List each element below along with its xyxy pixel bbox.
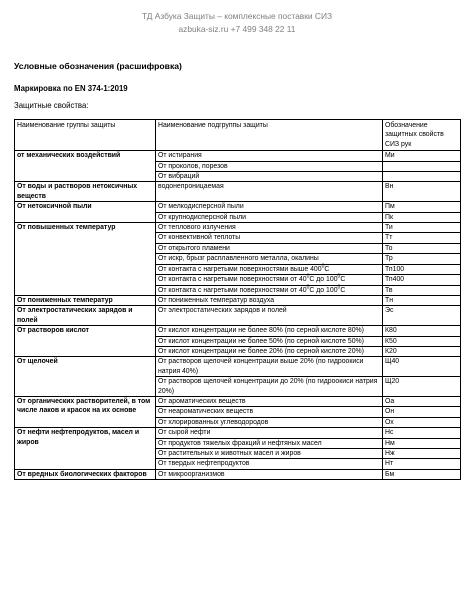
protective-properties-label: Защитные свойства: <box>14 101 89 110</box>
subgroup-cell: От сырой нефти <box>156 428 383 438</box>
table-row <box>15 223 461 233</box>
code-cell: Бм <box>383 469 461 479</box>
subgroup-cell: От контакта с нагретыми поверхностями выше $400^0С$ <box>156 264 383 274</box>
subgroup-cell: От неароматических веществ <box>156 407 383 417</box>
group-name-cell: От вредных биологических факторов <box>15 469 156 479</box>
subgroup-cell: От растворов щелочей концентрации до 20% (по гидроокиси натрия 20%) <box>156 377 383 397</box>
group-name-cell: От нефти нефтепродуктов, масел и жиров <box>15 428 156 470</box>
subgroup-cell: От твердых нефтепродуктов <box>156 459 383 469</box>
subgroup-cell: От теплового излучения <box>156 223 383 233</box>
code-cell: Щ40 <box>383 357 461 377</box>
subgroup-cell: От растворов щелочей концентрации выше 20% (по гидроокиси натрия 40%) <box>156 357 383 377</box>
protection-table <box>14 119 461 480</box>
code-cell: Вн <box>383 182 461 202</box>
subgroup-cell: От вибраций <box>156 172 383 182</box>
table-row <box>15 469 461 479</box>
code-cell: Тп400 <box>383 275 461 285</box>
group-name-cell: От электростатических зарядов и полей <box>15 306 156 326</box>
code-cell: Тв <box>383 285 461 295</box>
subgroup-cell: От кислот концентрации не более 20% (по серной кислоте 20%) <box>156 346 383 356</box>
subgroup-cell: От контакта с нагретыми поверхностями от $40^0С$ до $100^0С$ <box>156 275 383 285</box>
group-name-cell: От повышенных температур <box>15 223 156 296</box>
table-row <box>15 396 461 406</box>
subgroup-cell: От истирания <box>156 151 383 161</box>
subgroup-cell: От пониженных температур воздуха <box>156 295 383 305</box>
group-name-cell: от механических воздействий <box>15 151 156 182</box>
marking-standard: Маркировка по EN 374-1:2019 <box>14 84 128 93</box>
table-row <box>15 295 461 305</box>
code-cell: Нж <box>383 449 461 459</box>
group-name-cell: От органических растворителей, в том числе лаков и красок на их основе <box>15 396 156 427</box>
subgroup-cell: От крупнодисперсной пыли <box>156 212 383 222</box>
code-cell: То <box>383 243 461 253</box>
degree-superscript: 0 <box>306 273 310 280</box>
table-row <box>15 151 461 161</box>
group-name-cell: От воды и растворов нетоксичных веществ <box>15 182 156 202</box>
subgroup-cell: От ароматических веществ <box>156 396 383 406</box>
subgroup-cell: От искр, брызг расплавленного металла, окалины <box>156 254 383 264</box>
degree-superscript: 0 <box>306 284 310 291</box>
code-cell <box>383 161 461 171</box>
code-cell: Щ20 <box>383 377 461 397</box>
code-cell: Ох <box>383 417 461 427</box>
subgroup-cell: От продуктов тяжелых фракций и нефтяных масел <box>156 438 383 448</box>
subgroup-cell: От электростатических зарядов и полей <box>156 306 383 326</box>
header-contacts: azbuka-siz.ru +7 499 348 22 11 <box>178 24 296 34</box>
code-cell: Ти <box>383 223 461 233</box>
table-row <box>15 306 461 326</box>
code-cell: Эс <box>383 306 461 326</box>
header-group: Наименование группы защиты <box>15 120 156 151</box>
code-cell: К80 <box>383 326 461 336</box>
subgroup-cell: От кислот концентрации не более 80% (по серной кислоте 80%) <box>156 326 383 336</box>
code-cell: Ми <box>383 151 461 161</box>
subgroup-cell: От кислот концентрации не более 50% (по серной кислоте 50%) <box>156 336 383 346</box>
subgroup-cell: От растительных и животных масел и жиров <box>156 449 383 459</box>
code-cell: К50 <box>383 336 461 346</box>
document-title: Условные обозначения (расшифровка) <box>14 61 182 71</box>
code-cell: Пм <box>383 202 461 212</box>
table-row <box>15 326 461 336</box>
group-name-cell: От пониженных температур <box>15 295 156 305</box>
subgroup-cell: От проколов, порезов <box>156 161 383 171</box>
table-row <box>15 182 461 202</box>
table-body <box>15 151 461 480</box>
code-cell <box>383 172 461 182</box>
code-cell: Он <box>383 407 461 417</box>
code-cell: Тр <box>383 254 461 264</box>
degree-superscript: 0 <box>337 273 341 280</box>
code-cell: К20 <box>383 346 461 356</box>
group-name-cell: От растворов кислот <box>15 326 156 357</box>
degree-superscript: 0 <box>321 263 325 270</box>
table-row <box>15 202 461 212</box>
code-cell: Тн <box>383 295 461 305</box>
header-code: Обозначение защитных свойств СИЗ рук <box>383 120 461 151</box>
subgroup-cell: От хлорированных углеводородов <box>156 417 383 427</box>
subgroup-cell: От микроорганизмов <box>156 469 383 479</box>
table-row <box>15 357 461 377</box>
subgroup-cell: От контакта с нагретыми поверхностями от $40^0С$ до $100^0С$ <box>156 285 383 295</box>
header-subgroup: Наименование подгруппы защиты <box>156 120 383 151</box>
subgroup-cell: От мелкодисперсной пыли <box>156 202 383 212</box>
code-cell: Пк <box>383 212 461 222</box>
code-cell: Оа <box>383 396 461 406</box>
subgroup-cell: От открытого пламени <box>156 243 383 253</box>
code-cell: Тт <box>383 233 461 243</box>
code-cell: Нс <box>383 428 461 438</box>
code-cell: Тп100 <box>383 264 461 274</box>
table-row <box>15 428 461 438</box>
degree-superscript: 0 <box>337 284 341 291</box>
code-cell: Нт <box>383 459 461 469</box>
subgroup-cell: водонепроницаемая <box>156 182 383 202</box>
table-header-row <box>15 120 461 151</box>
group-name-cell: От щелочей <box>15 357 156 397</box>
subgroup-cell: От конвективной теплоты <box>156 233 383 243</box>
group-name-cell: От нетоксичной пыли <box>15 202 156 223</box>
code-cell: Нм <box>383 438 461 448</box>
header-company: ТД Азбука Защиты – комплексные поставки СИЗ <box>141 11 333 21</box>
